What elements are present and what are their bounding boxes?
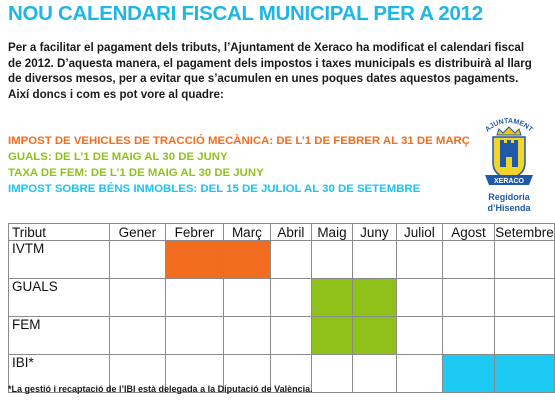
month-cell	[223, 279, 270, 317]
row-label: GUALS	[9, 279, 110, 317]
filled-month-cell	[443, 355, 495, 393]
filled-month-cell	[353, 279, 397, 317]
municipal-logo	[469, 113, 549, 218]
logo-text-top: AJUNTAMENT	[484, 117, 534, 134]
month-cell	[270, 317, 311, 355]
row-label: FEM	[9, 317, 110, 355]
header-month: Juliol	[396, 224, 442, 241]
month-cell	[443, 279, 495, 317]
row-label: IVTM	[9, 241, 110, 279]
tax-item-ivtm: IMPOST DE VEHICLES DE TRACCIÓ MECÀNICA: DE L’1 DE FEBRER AL 31 DE MARÇ	[8, 135, 470, 147]
header-month: Agost	[443, 224, 495, 241]
filled-month-cell	[223, 241, 270, 279]
month-cell	[396, 241, 442, 279]
month-cell	[443, 317, 495, 355]
logo-text-bottom: XERACO	[494, 178, 524, 185]
intro-paragraph: Per a facilitar el pagament dels tributs, l’Ajuntament de Xeraco ha modificat el calendari fiscal de 2012. D’aquesta manera, el pagament dels impostos i taxes municipals es distribuirà al llarg de diversos mesos, per a evitar que s’acumulen en unes poques dates aquestos pagaments. Així doncs i com es pot vore al quadre:	[8, 41, 532, 101]
header-month: Març	[223, 224, 270, 241]
filled-month-cell	[166, 241, 224, 279]
filled-month-cell	[311, 279, 352, 317]
tax-item-ibi: IMPOST SOBRE BÉNS INMOBLES: DEL 15 DE JULIOL AL 30 DE SETEMBRE	[8, 183, 421, 195]
table-row	[9, 241, 555, 279]
month-cell	[223, 317, 270, 355]
fiscal-calendar-table	[8, 223, 555, 393]
page-title: NOU CALENDARI FISCAL MUNICIPAL PER A 2012	[8, 2, 483, 25]
filled-month-cell	[353, 317, 397, 355]
tax-list	[8, 133, 470, 197]
tax-item-fem: TAXA DE FEM: DE L’1 DE MAIG AL 30 DE JUNY	[8, 167, 264, 179]
row-label: IBI*	[9, 355, 110, 393]
month-cell	[270, 279, 311, 317]
month-cell	[311, 241, 352, 279]
table-header-row	[9, 224, 555, 241]
coat-of-arms-icon	[469, 113, 549, 193]
month-cell	[109, 279, 166, 317]
month-cell	[396, 279, 442, 317]
month-cell	[443, 241, 495, 279]
month-cell	[166, 279, 224, 317]
header-month: Febrer	[166, 224, 224, 241]
month-cell	[495, 241, 555, 279]
table-row	[9, 317, 555, 355]
calendar-body	[9, 224, 555, 393]
logo-caption	[469, 192, 549, 214]
header-tribut: Tribut	[9, 224, 110, 241]
header-month: Juny	[353, 224, 397, 241]
footnote: *La gestió i recaptació de l’IBI està delegada a la Diputació de València.	[8, 384, 313, 394]
logo-caption-line2: d’Hisenda	[487, 203, 531, 213]
table-row	[9, 279, 555, 317]
filled-month-cell	[311, 317, 352, 355]
header-month: Maig	[311, 224, 352, 241]
month-cell	[495, 279, 555, 317]
tax-item-guals: GUALS: DE L’1 DE MAIG AL 30 DE JUNY	[8, 151, 228, 163]
month-cell	[311, 355, 352, 393]
header-month: Gener	[109, 224, 166, 241]
filled-month-cell	[495, 355, 555, 393]
month-cell	[396, 355, 442, 393]
month-cell	[166, 317, 224, 355]
month-cell	[353, 241, 397, 279]
month-cell	[353, 355, 397, 393]
logo-caption-line1: Regidoria	[488, 192, 530, 202]
header-month: Abril	[270, 224, 311, 241]
month-cell	[109, 241, 166, 279]
month-cell	[396, 317, 442, 355]
month-cell	[495, 317, 555, 355]
month-cell	[109, 317, 166, 355]
month-cell	[270, 241, 311, 279]
header-month: Setembre	[495, 224, 554, 240]
